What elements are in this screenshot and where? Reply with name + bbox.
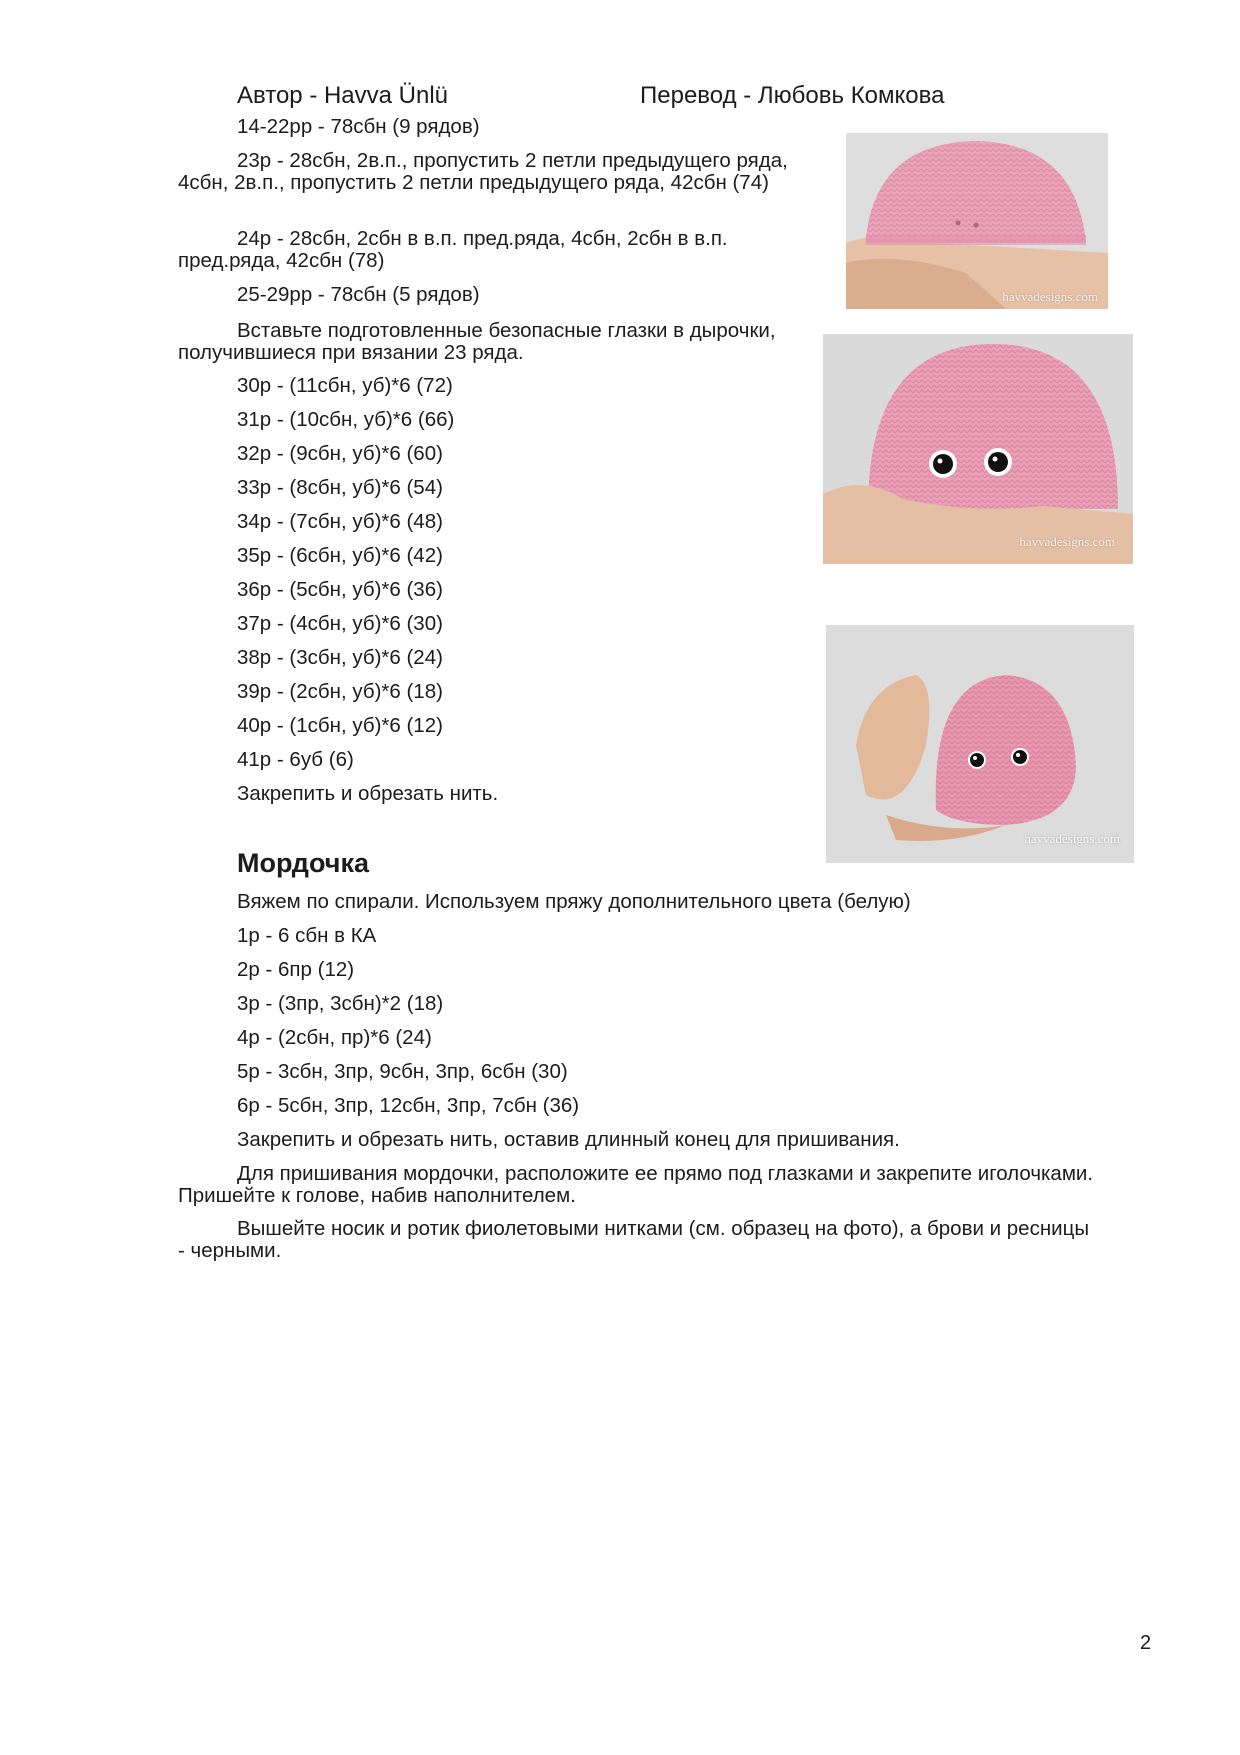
- muzzle-row-6: 6р - 5сбн, 3пр, 12сбн, 3пр, 7сбн (36): [237, 1094, 580, 1117]
- row-39: 39р - (2сбн, уб)*6 (18): [237, 680, 443, 703]
- row-40: 40р - (1сбн, уб)*6 (12): [237, 714, 443, 737]
- photo-head-rows: [846, 133, 1108, 309]
- watermark-2: havvadesigns.com: [1019, 534, 1115, 549]
- fasten-instruction: Закрепить и обрезать нить.: [237, 782, 499, 805]
- muzzle-row-5: 5р - 3сбн, 3пр, 9сбн, 3пр, 6сбн (30): [237, 1060, 568, 1083]
- muzzle-row-1: 1р - 6 сбн в КА: [237, 924, 377, 947]
- photo-head-closed-illustration: [826, 625, 1134, 863]
- row-30: 30р - (11сбн, уб)*6 (72): [237, 374, 453, 397]
- row-23: 23р - 28сбн, 2в.п., пропустить 2 петли предыдущего ряда, 4сбн, 2в.п., пропустить 2 петли предыдущего ряда, 42сбн (74): [178, 149, 788, 194]
- photo-head-rows-illustration: [846, 133, 1108, 309]
- muzzle-row-4: 4р - (2сбн, пр)*6 (24): [237, 1026, 432, 1049]
- photo-head-closed: [826, 625, 1134, 863]
- row-38: 38р - (3сбн, уб)*6 (24): [237, 646, 443, 669]
- watermark-3: havvadesigns.com: [1024, 831, 1120, 846]
- row-35: 35р - (6сбн, уб)*6 (42): [237, 544, 443, 567]
- row-36: 36р - (5сбн, уб)*6 (36): [237, 578, 443, 601]
- muzzle-row-3: 3р - (3пр, 3сбн)*2 (18): [237, 992, 444, 1015]
- row-37: 37р - (4сбн, уб)*6 (30): [237, 612, 443, 635]
- photo-head-eyes: [823, 334, 1133, 564]
- row-33: 33р - (8сбн, уб)*6 (54): [237, 476, 443, 499]
- page-number: 2: [1140, 1632, 1152, 1654]
- muzzle-fasten-instruction: Закрепить и обрезать нить, оставив длинный конец для пришивания.: [237, 1128, 900, 1151]
- row-24: 24р - 28сбн, 2сбн в в.п. пред.ряда, 4сбн, 2сбн в в.п. пред.ряда, 42сбн (78): [178, 227, 728, 272]
- row-14-22: 14-22рр - 78сбн (9 рядов): [237, 115, 480, 138]
- author-credit: Автор - Havva Ünlü: [237, 82, 449, 109]
- translator-credit: Перевод - Любовь Комкова: [640, 82, 945, 109]
- watermark-1: havvadesigns.com: [1002, 289, 1098, 304]
- sew-muzzle-instruction: Для пришивания мордочки, расположите ее прямо под глазками и закрепите иголочками. Пришейте к голове, набив наполнителем.: [178, 1162, 1094, 1207]
- row-25-29: 25-29рр - 78сбн (5 рядов): [237, 283, 480, 306]
- insert-eyes-instruction: Вставьте подготовленные безопасные глазки в дырочки, получившиеся при вязании 23 ряда.: [178, 319, 776, 364]
- embroider-instruction: Вышейте носик и ротик фиолетовыми нитками (см. образец на фото), а брови и ресницы - черными.: [178, 1217, 1090, 1262]
- section-title-muzzle: Мордочка: [237, 848, 369, 878]
- row-41: 41р - 6уб (6): [237, 748, 354, 771]
- photo-head-eyes-illustration: [823, 334, 1133, 564]
- row-34: 34р - (7сбн, уб)*6 (48): [237, 510, 443, 533]
- muzzle-row-2: 2р - 6пр (12): [237, 958, 355, 981]
- row-32: 32р - (9сбн, уб)*6 (60): [237, 442, 443, 465]
- row-31: 31р - (10сбн, уб)*6 (66): [237, 408, 455, 431]
- muzzle-intro: Вяжем по спирали. Используем пряжу дополнительного цвета (белую): [237, 890, 911, 913]
